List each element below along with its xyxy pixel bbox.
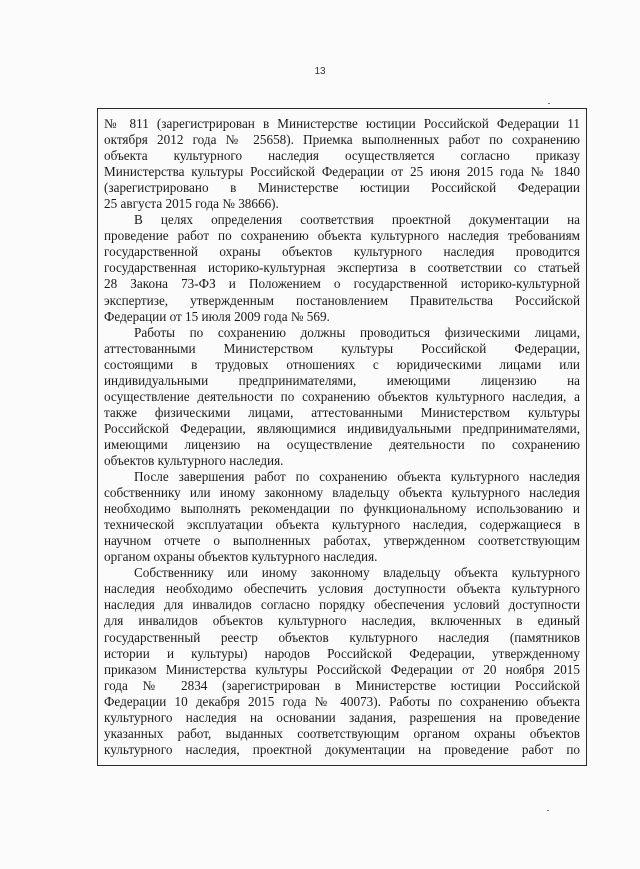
text-line: объектов культурного наследия. bbox=[104, 452, 284, 468]
text-line: экспертизе, утвержденным постановлением Правительства Российской bbox=[104, 292, 580, 308]
text-line: Российской Федерации, являющимися индивидуальными предпринимателями, bbox=[104, 420, 580, 436]
text-line: осуществление деятельности по сохранению объектов культурного наследия, а bbox=[104, 388, 580, 404]
text-line: проведение работ по сохранению объекта культурного наследия требованиям bbox=[104, 228, 580, 244]
text-line: органом охраны объектов культурного наследия. bbox=[104, 549, 378, 565]
text-line: № 811 (зарегистрирован в Министерстве юстиции Российской Федерации 11 bbox=[104, 116, 580, 131]
text-line: собственнику или иному законному владельцу объекта культурного наследия bbox=[104, 485, 580, 501]
text-line: октября 2012 года № 25658). Приемка выполненных работ по сохранению bbox=[104, 132, 580, 148]
text-line: Работы по сохранению должны проводиться физическими лицами, bbox=[134, 324, 580, 340]
text-line: 25 августа 2015 года № 38666). bbox=[104, 196, 279, 212]
text-line: культурного наследия на основании задания, разрешения на проведение bbox=[104, 709, 580, 725]
paragraph bbox=[104, 116, 580, 212]
text-line: года № 2834 (зарегистрирован в Министерстве юстиции Российской bbox=[104, 677, 580, 693]
text-line: культурного наследия, проектной документации на проведение работ по bbox=[104, 741, 580, 757]
text-line: состоящими в трудовых отношениях с юридическими лицами или bbox=[104, 356, 580, 372]
text-line: 28 Закона 73-ФЗ и Положением о государственной историко-культурной bbox=[104, 276, 580, 292]
text-line: В целях определения соответствия проектной документации на bbox=[134, 212, 580, 228]
text-line: необходимо выполнять рекомендации по функциональному использованию и bbox=[104, 501, 580, 517]
scan-speck bbox=[547, 810, 549, 811]
text-line: для инвалидов объектов культурного наследия, включенных в единый bbox=[104, 613, 580, 629]
paragraph bbox=[104, 469, 580, 565]
document-body bbox=[104, 116, 580, 758]
text-line: технической эксплуатации объекта культурного наследия, содержащиеся в bbox=[104, 517, 580, 533]
text-line: государственной охраны объектов культурного наследия проводится bbox=[104, 244, 580, 260]
scan-speck bbox=[548, 103, 550, 104]
text-line: аттестованными Министерством культуры Российской Федерации, bbox=[104, 340, 580, 356]
paragraph bbox=[104, 565, 580, 758]
text-line: также физическими лицами, аттестованными Министерством культуры bbox=[104, 404, 580, 420]
text-line: наследия для инвалидов согласно порядку обеспечения условий доступности bbox=[104, 597, 580, 613]
paragraph bbox=[104, 325, 580, 469]
text-line: Федерации от 15 июля 2009 года № 569. bbox=[104, 308, 330, 324]
text-line: (зарегистрировано в Министерстве юстиции Российской Федерации bbox=[104, 180, 580, 196]
text-line: государственный реестр объектов культурного наследия (памятников bbox=[104, 629, 580, 645]
text-line: После завершения работ по сохранению объекта культурного наследия bbox=[134, 469, 580, 485]
text-line: научном отчете о выполненных работах, утвержденном соответствующим bbox=[104, 533, 580, 549]
paragraph bbox=[104, 212, 580, 324]
text-line: наследия необходимо обеспечить условия доступности объекта культурного bbox=[104, 581, 580, 597]
page-number: 13 bbox=[314, 66, 326, 77]
text-line: приказом Министерства культуры Российской Федерации от 20 ноября 2015 bbox=[104, 661, 580, 677]
text-line: индивидуальными предпринимателями, имеющими лицензию на bbox=[104, 372, 580, 388]
text-line: указанных работ, выданных соответствующим органом охраны объектов bbox=[104, 725, 580, 741]
text-line: истории и культуры) народов Российской Федерации, утвержденному bbox=[104, 645, 580, 661]
text-line: Федерации 10 декабря 2015 года № 40073). Работы по сохранению объекта bbox=[104, 693, 580, 709]
text-line: имеющими лицензию на осуществление деятельности по сохранению bbox=[104, 436, 580, 452]
text-line: Министерства культуры Российской Федерации от 25 июня 2015 года № 1840 bbox=[104, 164, 580, 180]
text-line: объекта культурного наследия осуществляется согласно приказу bbox=[104, 148, 580, 164]
text-line: Собственнику или иному законному владельцу объекта культурного bbox=[134, 565, 580, 581]
text-line: государственная историко-культурная экспертиза в соответствии со статьей bbox=[104, 260, 580, 276]
